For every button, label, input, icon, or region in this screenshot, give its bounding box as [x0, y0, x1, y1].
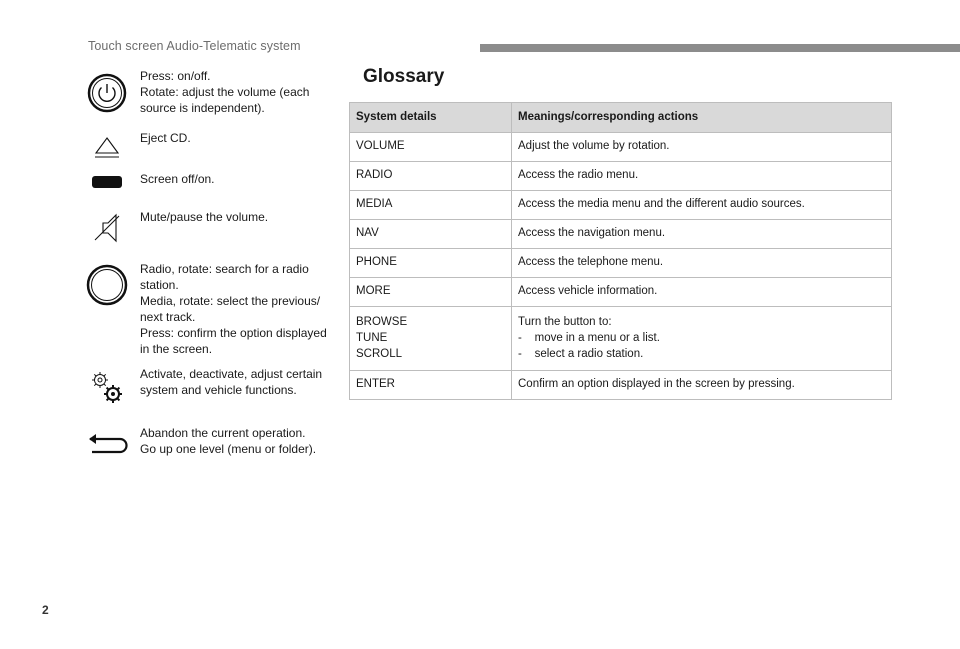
control-text-line: Eject CD.: [140, 131, 191, 145]
control-text-line: Press: on/off.: [140, 69, 211, 83]
table-row: [350, 278, 892, 307]
control-description: [140, 171, 335, 187]
column-header-meanings: Meanings/corresponding actions: [512, 103, 892, 133]
settings-gears-icon: [84, 364, 130, 410]
table-row: [350, 307, 892, 371]
cell-text: Access vehicle information.: [518, 285, 658, 297]
control-text-line: Rotate: adjust the volume (each: [140, 85, 310, 99]
cell-text: Access the radio menu.: [518, 169, 639, 181]
cell-text: RADIO: [356, 169, 393, 181]
control-text-line: Media, rotate: select the previous/: [140, 294, 321, 308]
control-description: [140, 366, 335, 398]
cell-detail: [350, 133, 512, 162]
cell-text: Access the telephone menu.: [518, 256, 664, 268]
control-item-screen: [0, 171, 350, 195]
control-item-settings: [0, 366, 350, 406]
control-text-line: source is independent).: [140, 101, 265, 115]
screen-off-icon: [84, 159, 130, 205]
control-description: [140, 261, 335, 357]
cell-text: - select a radio station.: [518, 348, 644, 360]
control-text-line: Abandon the current operation.: [140, 426, 306, 440]
cell-text: Access the navigation menu.: [518, 227, 666, 239]
cell-text: TUNE: [356, 332, 388, 344]
cell-meaning: [512, 162, 892, 191]
cell-detail: [350, 278, 512, 307]
control-text-line: Radio, rotate: search for a radio: [140, 262, 309, 276]
table-row: [350, 191, 892, 220]
cell-text: BROWSE: [356, 316, 408, 328]
control-text-line: Mute/pause the volume.: [140, 210, 269, 224]
table-row: [350, 220, 892, 249]
cell-text: NAV: [356, 227, 379, 239]
page-number: 2: [42, 603, 49, 617]
control-item-rotary: [0, 261, 350, 357]
cell-text: VOLUME: [356, 140, 405, 152]
control-item-mute: [0, 209, 350, 249]
control-item-power: [0, 68, 350, 120]
cell-detail: [350, 162, 512, 191]
cell-text: Turn the button to:: [518, 316, 612, 328]
column-header-system-details: System details: [350, 103, 512, 133]
table-row: [350, 371, 892, 400]
control-description: [140, 209, 335, 225]
control-description: [140, 130, 335, 146]
table-row: [350, 133, 892, 162]
control-text-line: station.: [140, 278, 179, 292]
cell-text: Confirm an option displayed in the screen by pressing.: [518, 378, 795, 390]
cell-text: ENTER: [356, 378, 395, 390]
cell-text: Adjust the volume by rotation.: [518, 140, 670, 152]
rotary-knob-icon: [84, 262, 130, 308]
cell-meaning: [512, 220, 892, 249]
control-item-back: [0, 425, 350, 461]
table-row: [350, 162, 892, 191]
table-header-row: [350, 103, 892, 133]
control-text-line: next track.: [140, 310, 196, 324]
cell-detail: [350, 249, 512, 278]
control-text-line: Go up one level (menu or folder).: [140, 442, 317, 456]
control-text-line: Press: confirm the option displayed: [140, 326, 327, 340]
control-text-line: in the screen.: [140, 342, 213, 356]
glossary-title: Glossary: [363, 66, 445, 87]
control-item-eject: [0, 130, 350, 160]
cell-meaning: [512, 278, 892, 307]
cell-detail: [350, 220, 512, 249]
cell-text: PHONE: [356, 256, 397, 268]
cell-meaning: [512, 249, 892, 278]
table-row: [350, 249, 892, 278]
cell-text: MEDIA: [356, 198, 393, 210]
glossary-table: [349, 102, 892, 400]
header-bar: [480, 44, 960, 52]
cell-meaning: [512, 133, 892, 162]
cell-meaning: [512, 191, 892, 220]
cell-meaning: [512, 371, 892, 400]
controls-list: [0, 0, 350, 649]
cell-detail: [350, 307, 512, 371]
cell-text: - move in a menu or a list.: [518, 332, 660, 344]
control-text-line: system and vehicle functions.: [140, 383, 297, 397]
header-title: Touch screen Audio-Telematic system: [88, 39, 301, 53]
mute-icon: [84, 205, 130, 251]
cell-text: SCROLL: [356, 348, 403, 360]
cell-detail: [350, 371, 512, 400]
cell-detail: [350, 191, 512, 220]
cell-text: MORE: [356, 285, 391, 297]
cell-meaning: [512, 307, 892, 371]
control-description: [140, 425, 335, 457]
back-arrow-icon: [84, 421, 130, 467]
control-text-line: Activate, deactivate, adjust certain: [140, 367, 323, 381]
cell-text: Access the media menu and the different audio sources.: [518, 198, 805, 210]
control-text-line: Screen off/on.: [140, 172, 215, 186]
power-knob-icon: [84, 70, 130, 116]
control-description: [140, 68, 335, 116]
